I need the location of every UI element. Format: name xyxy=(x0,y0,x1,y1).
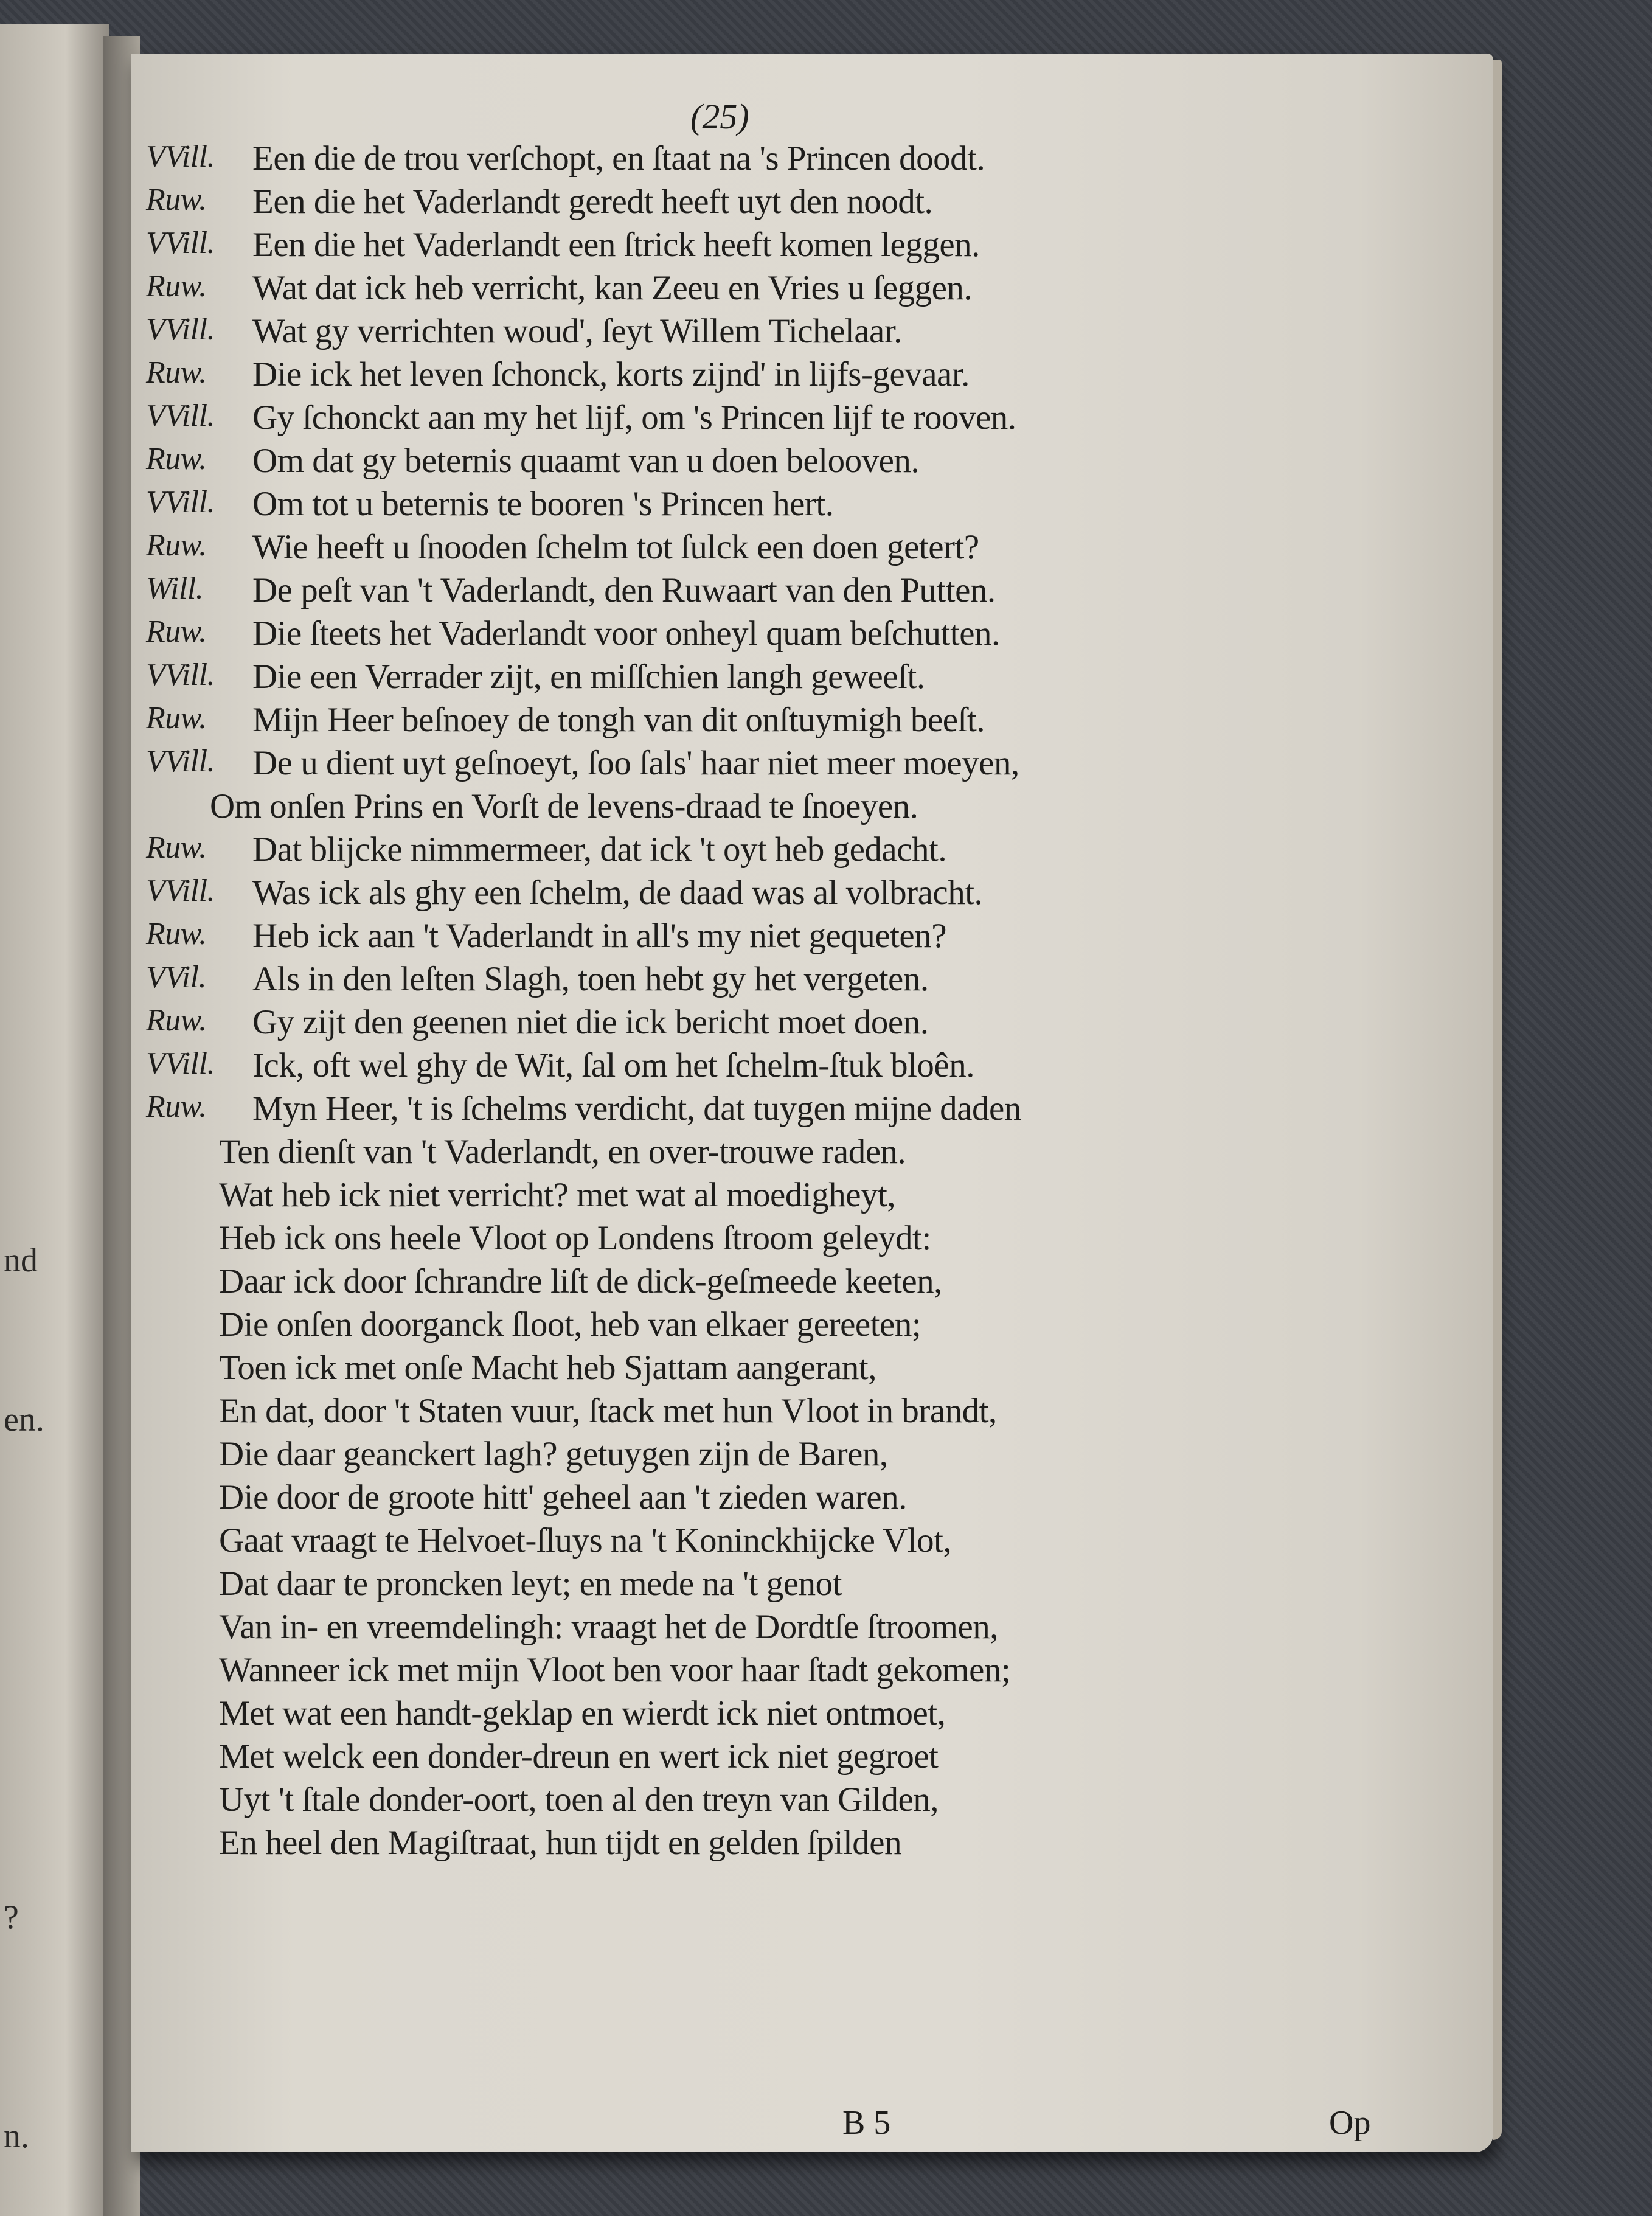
speaker-label: Ruw. xyxy=(146,917,207,951)
speaker-label: VVill. xyxy=(146,874,215,908)
signature-mark: B 5 xyxy=(842,2104,891,2142)
left-page-fragment: nd xyxy=(4,1242,38,1279)
verse-line-text: Om onſen Prins en Vorſt de levens-draad te ſnoeyen. xyxy=(210,787,918,825)
verse-line-text: Heb ick ons heele Vloot op Londens ſtroom geleydt: xyxy=(219,1219,931,1257)
book-page xyxy=(131,54,1493,2152)
left-page-fragment: en. xyxy=(4,1401,44,1439)
verse-line-text: Die onſen doorganck ſloot, heb van elkaer gereeten; xyxy=(219,1305,921,1344)
speaker-label: VVil. xyxy=(146,960,207,995)
verse-line-text: Om tot u beternis te booren 's Princen hert. xyxy=(252,485,834,523)
verse-line-text: Mijn Heer beſnoey de tongh van dit onſtuymigh beeſt. xyxy=(252,701,985,739)
verse-line-text: Toen ick met onſe Macht heb Sjattam aangerant, xyxy=(219,1349,876,1387)
verse-line-text: Een die de trou verſchopt, en ſtaat na 's Princen doodt. xyxy=(252,139,985,178)
verse-line-text: Heb ick aan 't Vaderlandt in all's my niet gequeten? xyxy=(252,917,947,955)
speaker-label: VVill. xyxy=(146,658,215,692)
speaker-label: VVill. xyxy=(146,1046,215,1081)
page-number: (25) xyxy=(690,97,749,136)
speaker-label: Will. xyxy=(146,571,204,606)
verse-line-text: Een die het Vaderlandt geredt heeft uyt den noodt. xyxy=(252,182,933,221)
speaker-label: VVill. xyxy=(146,398,215,433)
speaker-label: Ruw. xyxy=(146,1089,207,1124)
verse-line-text: Een die het Vaderlandt een ſtrick heeft komen leggen. xyxy=(252,226,980,264)
left-page-fragment: ? xyxy=(4,1898,19,1936)
verse-line-text: De peſt van 't Vaderlandt, den Ruwaart van den Putten. xyxy=(252,571,996,610)
speaker-label: VVill. xyxy=(146,139,215,174)
verse-line-text: Gaat vraagt te Helvoet-ſluys na 't Koninckhijcke Vlot, xyxy=(219,1521,952,1560)
speaker-label: Ruw. xyxy=(146,701,207,735)
speaker-label: Ruw. xyxy=(146,614,207,649)
verse-line-text: Die daar geanckert lagh? getuygen zijn de Baren, xyxy=(219,1435,888,1473)
verse-line-text: Was ick als ghy een ſchelm, de daad was al volbracht. xyxy=(252,874,983,912)
speaker-label: Ruw. xyxy=(146,269,207,304)
verse-line-text: Die een Verrader zijt, en miſſchien langh geweeſt. xyxy=(252,658,925,696)
verse-line-text: Als in den leſten Slagh, toen hebt gy het vergeten. xyxy=(252,960,929,998)
verse-line-text: Gy ſchonckt aan my het lijf, om 's Princen lijf te rooven. xyxy=(252,398,1016,437)
verse-line-text: Die ick het leven ſchonck, korts zijnd' in lijfs-gevaar. xyxy=(252,355,970,394)
verse-line-text: Dat blijcke nimmermeer, dat ick 't oyt heb gedacht. xyxy=(252,830,947,869)
verse-line-text: Ten dienſt van 't Vaderlandt, en over-trouwe raden. xyxy=(219,1133,906,1171)
verse-line-text: Wat heb ick niet verricht? met wat al moedigheyt, xyxy=(219,1176,896,1214)
left-page-fragment: n. xyxy=(4,2117,29,2155)
speaker-label: Ruw. xyxy=(146,355,207,390)
verse-line-text: Wie heeft u ſnooden ſchelm tot ſulck een doen getert? xyxy=(252,528,979,566)
speaker-label: Ruw. xyxy=(146,528,207,563)
verse-line-text: Daar ick door ſchrandre liſt de dick-geſmeede keeten, xyxy=(219,1262,942,1301)
verse-line-text: En dat, door 't Staten vuur, ſtack met hun Vloot in brandt, xyxy=(219,1392,997,1430)
verse-line-text: Met welck een donder-dreun en wert ick niet gegroet xyxy=(219,1737,939,1776)
verse-line-text: Met wat een handt-geklap en wierdt ick niet ontmoet, xyxy=(219,1694,946,1732)
facing-left-page xyxy=(0,24,109,2216)
verse-line-text: Gy zijt den geenen niet die ick bericht moet doen. xyxy=(252,1003,929,1041)
speaker-label: Ruw. xyxy=(146,830,207,865)
verse-line-text: Om dat gy beternis quaamt van u doen belooven. xyxy=(252,442,920,480)
verse-line-text: Uyt 't ſtale donder-oort, toen al den treyn van Gilden, xyxy=(219,1780,939,1819)
verse-line-text: Van in- en vreemdelingh: vraagt het de Dordtſe ſtroomen, xyxy=(219,1608,998,1646)
verse-line-text: Wanneer ick met mijn Vloot ben voor haar ſtadt gekomen; xyxy=(219,1651,1011,1689)
verse-line-text: Wat gy verrichten woud', ſeyt Willem Tichelaar. xyxy=(252,312,902,350)
verse-line-text: En heel den Magiſtraat, hun tijdt en gelden ſpilden xyxy=(219,1824,902,1862)
verse-line-text: Dat daar te proncken leyt; en mede na 't genot xyxy=(219,1565,842,1603)
verse-line-text: Myn Heer, 't is ſchelms verdicht, dat tuygen mijne daden xyxy=(252,1089,1021,1128)
speaker-label: Ruw. xyxy=(146,442,207,476)
speaker-label: VVill. xyxy=(146,744,215,779)
page-edge xyxy=(1493,60,1502,2140)
verse-line-text: Die door de groote hitt' geheel aan 't zieden waren. xyxy=(219,1478,907,1516)
verse-line-text: Wat dat ick heb verricht, kan Zeeu en Vries u ſeggen. xyxy=(252,269,973,307)
speaker-label: VVill. xyxy=(146,226,215,260)
speaker-label: VVill. xyxy=(146,312,215,347)
verse-line-text: De u dient uyt geſnoeyt, ſoo ſals' haar niet meer moeyen, xyxy=(252,744,1019,782)
speaker-label: VVill. xyxy=(146,485,215,519)
verse-line-text: Die ſteets het Vaderlandt voor onheyl quam beſchutten. xyxy=(252,614,1000,653)
speaker-label: Ruw. xyxy=(146,182,207,217)
catchword: Op xyxy=(1329,2104,1371,2142)
verse-line-text: Ick, oft wel ghy de Wit, ſal om het ſchelm-ſtuk bloên. xyxy=(252,1046,974,1085)
speaker-label: Ruw. xyxy=(146,1003,207,1038)
